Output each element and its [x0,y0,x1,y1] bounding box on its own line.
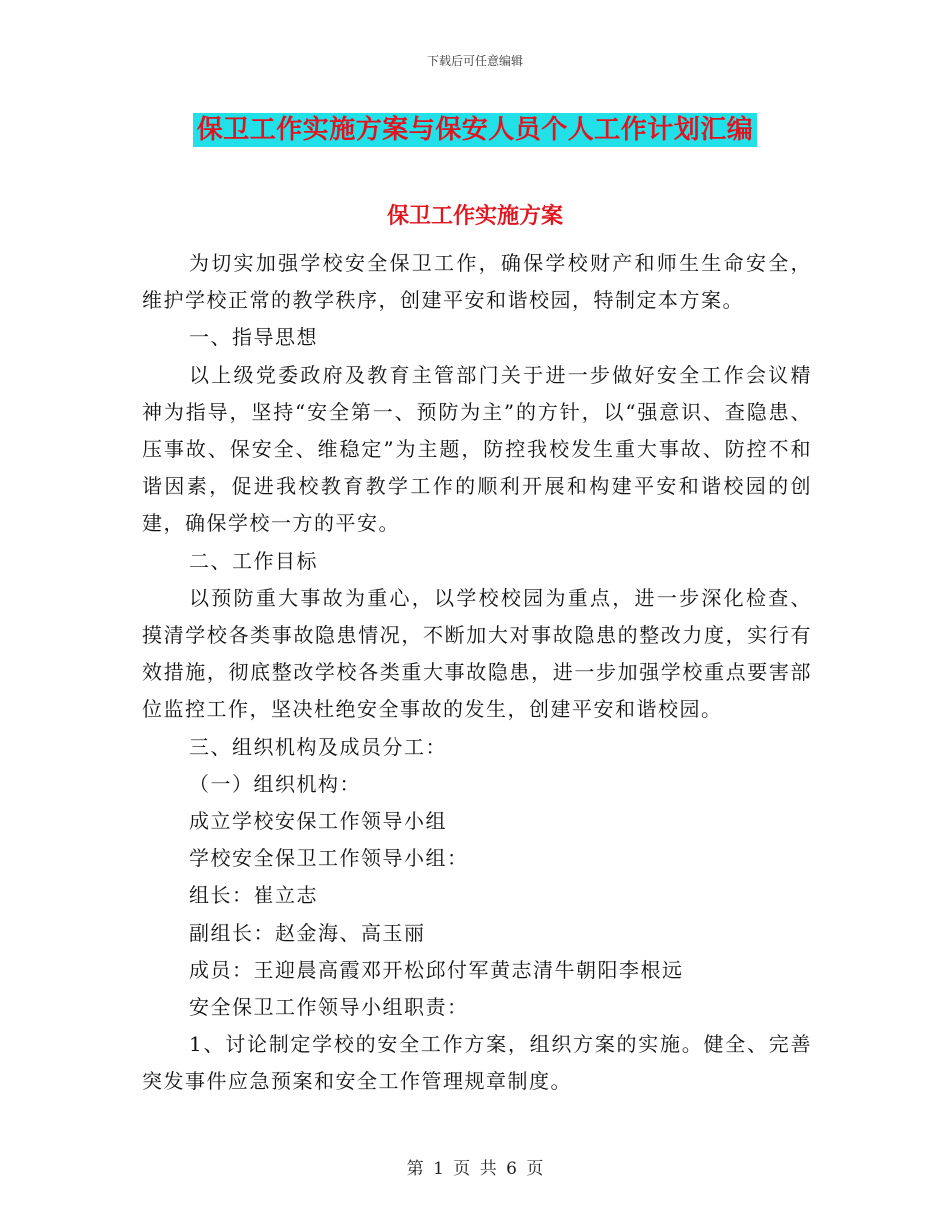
paragraph-group-name: 学校安全保卫工作领导小组： [189,846,469,871]
header-note: 下载后可任意编辑 [426,54,523,68]
paragraph-members: 成员：王迎晨高霞邓开松邱付军黄志清牛朝阳李根远 [189,957,684,982]
paragraph-deputy-leaders: 副组长：赵金海、高玉丽 [189,920,426,945]
paragraph-establish-group: 成立学校安保工作领导小组 [189,809,447,834]
paragraph-intro: 为切实加强学校安全保卫工作，确保学校财产和师生生命安全，维护学校正常的教学秩序，创建平安和谐校园，特制定本方案。 [142,251,812,313]
paragraph-group-leader: 组长：崔立志 [189,883,318,908]
page-footer: 第 1 页 共 6 页 [406,1159,544,1179]
document-body [142,245,812,1101]
heading-organization: 三、组织机构及成员分工： [189,734,447,759]
document-title [0,113,950,147]
subheading-organization: （一）组织机构： [189,771,361,796]
paragraph-group-duties: 安全保卫工作领导小组职责： [189,995,469,1020]
heading-work-goals: 二、工作目标 [189,548,318,573]
heading-guiding-ideology: 一、指导思想 [189,325,318,350]
document-title-text: 保卫工作实施方案与保安人员个人工作计划汇编 [193,113,758,147]
paragraph-guiding-ideology: 以上级党委政府及教育主管部门关于进一步做好安全工作会议精神为指导，坚持“安全第一、预防为主”的方针，以“强意识、查隐患、压事故、保安全、维稳定”为主题，防控我校发生重大事故、防控不和谐因素，促进我校教育教学工作的顺利开展和构建平安和谐校园的创建，确保学校一方的平安。 [142,362,812,536]
paragraph-duty-1: 1、讨论制定学校的安全工作方案，组织方案的实施。健全、完善突发事件应急预案和安全工作管理规章制度。 [142,1032,812,1094]
section-title: 保卫工作实施方案 [386,203,563,229]
paragraph-work-goals: 以预防重大事故为重心，以学校校园为重点，进一步深化检查、摸清学校各类事故隐患情况，不断加大对事故隐患的整改力度，实行有效措施，彻底整改学校各类重大事故隐患，进一步加强学校重点要害部位监控工作，坚决杜绝安全事故的发生，创建平安和谐校园。 [142,585,812,722]
